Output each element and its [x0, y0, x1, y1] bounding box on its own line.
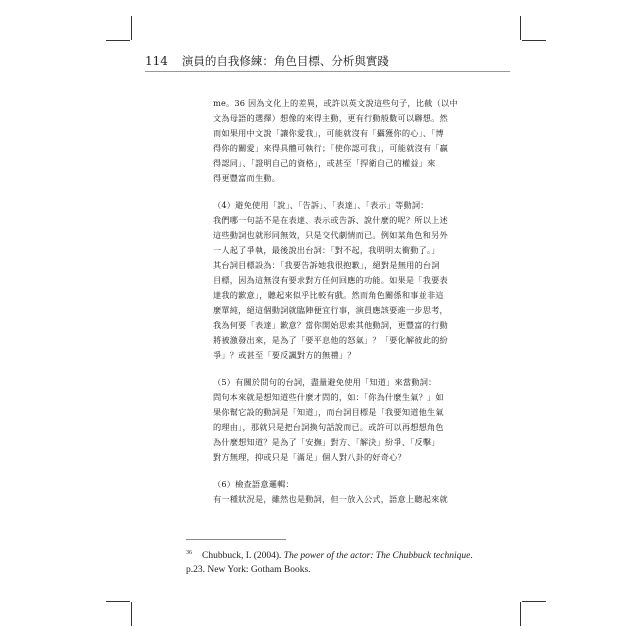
crop-mark-bottom-left-h	[106, 601, 130, 602]
text-line: 文為母語的選擇）想像的來得主動，更有行動般數可以聯想。然	[213, 113, 448, 123]
text-line: （5）有關於問句的台詞，盡量避免使用「知道」來當動詞：	[213, 377, 437, 387]
text-line: 這些動詞也就形同無效，只是交代劇情而已。例如某角色和另外	[213, 230, 448, 240]
crop-mark-bottom-left-v	[131, 602, 132, 626]
text-line: 為什麼想知道？是為了「安撫」對方、「解決」紛爭、「反擊」	[213, 437, 440, 447]
text-line: 果你幫它設的動詞是「知道」，而台詞目標是「我要知道他生氣	[213, 407, 444, 417]
page-number: 114	[145, 54, 168, 68]
text-line: 而如果用中文說「讓你愛我」，可能就沒有「攝獲你的心」、「博	[213, 128, 444, 138]
text-line: 目標，因為這無沒有要求對方任何回應的功能。如果是「我要表	[213, 275, 448, 285]
text-line: （6）檢查語意邏輯：	[213, 479, 294, 489]
header-rule	[145, 71, 510, 72]
text-line: 我為何要「表達」歉意？當你開始思索其他動詞，更豐富的行動	[213, 320, 448, 330]
crop-mark-top-left-v	[131, 16, 132, 40]
footnote-number: 36	[186, 550, 192, 556]
text-line: 得你的關愛」來得具體可執行；「使你認可我」，可能就沒有「贏	[213, 143, 449, 153]
text-line: 對方無理，抑或只是「滿足」個人對八卦的好奇心？	[213, 452, 406, 462]
text-line: 有一種狀況是，雖然也是動詞，但一放入公式，語意上聽起來就	[213, 494, 448, 504]
text-line: 達我的歉意」，聽起來似乎比較有戲。然而角色關係和事並非這	[213, 290, 444, 300]
footnote-author: Chubbuck, I. (2004).	[202, 551, 282, 562]
crop-mark-top-left-h	[106, 40, 130, 41]
text-line: me。36 因為文化上的差異，或許以英文說這些句子，比截（以中	[213, 98, 458, 108]
paragraph-4	[213, 477, 503, 507]
text-line: 爭」？或甚至「要反諷對方的無禮」？	[213, 350, 356, 360]
text-line: 將被激發出來，是為了「要平息他的怒氣」？「要化解彼此的紛	[213, 335, 448, 345]
paragraph-2	[213, 198, 503, 363]
running-header	[145, 52, 510, 70]
crop-mark-bottom-right-v	[520, 602, 521, 626]
text-line: 得認同」、「證明自己的資格」，或甚至「捍衛自己的權益」來	[213, 158, 436, 168]
text-line: 一人起了爭執，最後說出台詞：「對不起，我明明太衝動了。」	[213, 245, 440, 255]
footnote-title: The power of the actor: The Chubbuck technique	[283, 551, 471, 562]
crop-mark-top-right-h	[522, 40, 546, 41]
book-title: 演員的自我修練：角色目標、分析與實踐	[181, 54, 389, 68]
crop-mark-bottom-right-h	[522, 601, 546, 602]
text-line: 我們哪一句話不是在表達、表示或告訴、說什麼的呢？所以上述	[213, 215, 448, 225]
text-line: 問句本來就是想知道些什麼才問的，如：「你為什麼生氣？」如	[213, 392, 444, 402]
text-line: 麼單純，絕這個動詞就臨陣便宜行事，演員應該要進一步思考，	[213, 305, 448, 315]
text-line: 的理由」，那就只是把台詞換句話說而已。或許可以再想想角色	[213, 422, 444, 432]
footnote-rule	[186, 539, 286, 540]
footnote-tail: . p.23. New York: Gotham Books.	[186, 551, 473, 576]
paragraph-3	[213, 375, 503, 465]
text-line: 其台詞目標設為：「我要告訴她我很抱歉」，絕對是無用的台詞	[213, 260, 440, 270]
paragraph-1	[213, 96, 503, 186]
text-line: 得更豐富而生動。	[213, 173, 281, 183]
footnote	[186, 546, 486, 577]
text-line: （4）避免使用「說」、「告訴」、「表達」、「表示」等動詞：	[213, 200, 429, 210]
body-text	[213, 96, 503, 519]
crop-mark-top-right-v	[520, 16, 521, 40]
